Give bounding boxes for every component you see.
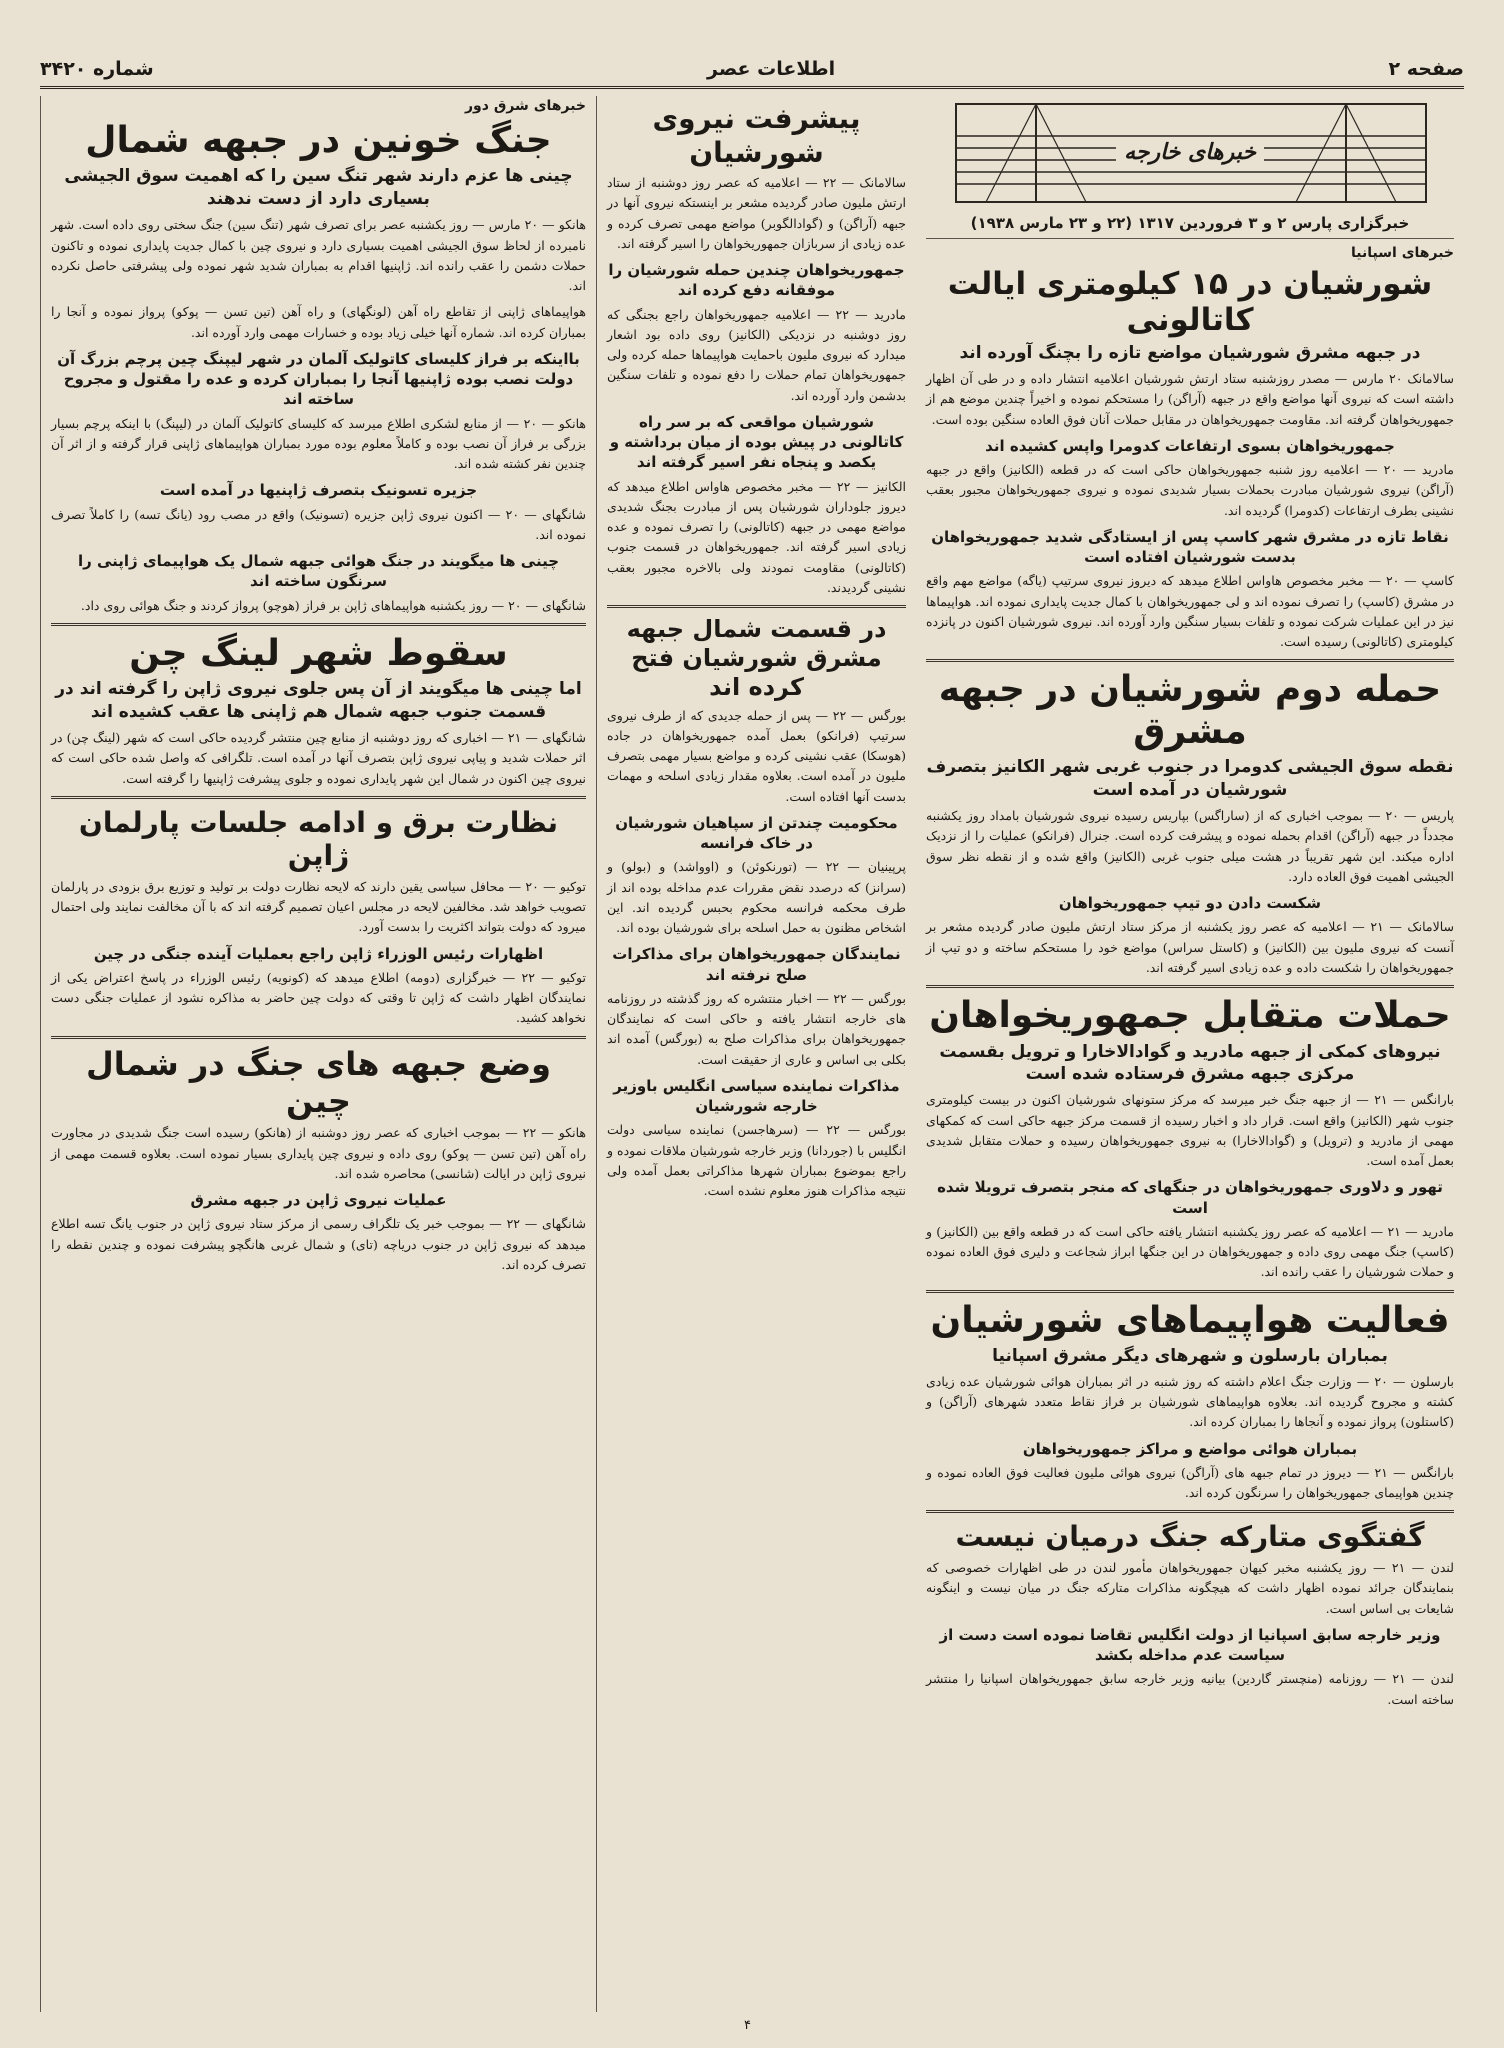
article-body-catalonia: سالامانک ۲۰ مارس — مصدر روزشنبه ستاد ارتش شورشیان اعلامیه انتشار داده و در طی آن اظهار داشته است که نیروی آنها مواضع واقع در جبهه (آراگن) را مستحکم نموده و اخیراً چندین موضع هم از جمهوریخواهان گرفته اند. مقاومت جمهوریخواهان در مقابل حملات آنان فوق العاده سنگین بوده است. [926, 371, 1454, 427]
article-body-convictions-france: پرپینیان — ۲۲ — (تورنکوئن) و (اوواشد) و (بولو) و (سرانز) که درصدد نقض مقررات عدم مداخله بوده اند از طرف محکمه فرانسه محکوم بحبس گردیده اند. این اشخاص مظنون به حمل اسلحه برای شورشیان بوده اند. [607, 859, 906, 936]
article-body-east-front-ops: شانگهای — ۲۲ — بموجب خبر یک تلگراف رسمی از مرکز ستاد نیروی ژاپن در جنوب یانگ تسه اطلاع میدهد که نیروی ژاپن در جنوب دریاچه (تای) و شمال غربی هانگچو پیشرفت نموده و چندین نقطه را تصرف کرده اند. [51, 1216, 586, 1272]
article-body-fall-of-city: شانگهای — ۲۱ — اخباری که روز دوشنبه از منابع چین منتشر گردیده حاکی است که شهر (لینگ چن) در اثر حملات شدید و پیاپی نیروی ژاپن بتصرف آنها در آمده است. تلگرافی که واصل شده حاکی است که نیروی چین اکنون در شمال این شهر پایداری نموده و جلوی پیشرفت ژاپنیها را گرفته است. [51, 730, 586, 786]
headline-east-front-ops: عملیات نیروی ژاپن در جبهه مشرق [190, 1191, 447, 1210]
headline-tsunik-island: جزیره تسونیک بتصرف ژاپنیها در آمده است [159, 481, 478, 500]
article-body-bombing-positions: بارانگس — ۲۱ — دیروز در تمام جبهه های (آراگن) نیروی هوائی ملیون فعالیت فوق العاده نموده و چندین هواپیمای جمهوریخواهان را سرنگون کرده اند. [926, 1464, 1455, 1501]
subhead-bloody-battle: چینی ها عزم دارند شهر تنگ سین را که اهمیت سوق الجیشی بسیاری دارد از دست ندهند [64, 166, 573, 210]
headline-catalonia: شورشیان در ۱۵ کیلومتری ایالت کاتالونی [947, 266, 1433, 338]
headline-british-envoy: مذاکرات نماینده سیاسی انگلیس باوزیر خارجه شورشیان [613, 1076, 900, 1116]
divider [607, 605, 906, 608]
article-body-codomera: مادرید — ۲۰ — اعلامیه روز شنبه جمهوریخواهان حاکی است که در قطعه (الکانیز) واقع در جبهه (آراگن) نیروی شورشیان مبادرت بحملات بسیار شدیدی نموده و نیروی جمهوریخواهان مجبور بعقب نشینی بطرف ارتفاعات (کدومرا) گردیده اند. [926, 462, 1454, 518]
headline-air-activity: فعالیت هواپیماهای شورشیان [930, 1299, 1450, 1341]
article-body-obstacles-removed: الکانیز — ۲۲ — مخبر مخصوص هاواس اطلاع میدهد که دیروز جلوداران شورشیان پس از مبادرت بجنگ شدیدی مواضع مهمی در جبهه (کاتالونی) را تصرف نموده و عده زیادی اسیر گرفته اند. جمهوریخواهان در قسمت جنوب (کاتالونی) مقاومت نمودند ولی بالاخره مجبور بعقب نشینی گردیدند. [607, 478, 906, 595]
headline-north-front: در قسمت شمال جبهه مشرق شورشیان فتح کرده اند [626, 615, 887, 701]
divider [51, 1036, 586, 1039]
article-body-bloody-battle-2: هواپیماهای ژاپنی از تقاطع راه آهن (لونگهای) و راه آهن (تین تسن — پوکو) پرواز نموده و آنجا را بمباران کرده اند. شماره آنها خیلی زیاد بوده و خسارات مهمی وارد آورده اند. [51, 304, 586, 340]
subhead-counterattacks: نیروهای کمکی از جبهه مادرید و گوادالاخارا و ترویل بقسمت مرکزی جبهه مشرق فرستاده شده است [939, 1041, 1441, 1085]
article-body-counterattacks: بارانگس — ۲۱ — از جبهه جنگ خبر میرسد که مرکز ستونهای شورشیان اکنون در بیست کیلومتری جنوب شهر (الکانیز) واقع است. قرار داد و اخبار رسیده از قسمت مرکز جبهه حاکی است که کمکهای مهمی از مادرید و (ترویل) و (گوادالاخارا) به نیروی جمهوریخواهان رسیده و حملات متقابل شدیدی بعمل آمده است. [926, 1092, 1454, 1169]
page-footer-mark: ۴ [744, 2018, 751, 2033]
headline-prime-minister: اظهارات رئیس الوزراء ژاپن راجع بعملیات آینده جنگی در چین [93, 944, 544, 963]
subhead-second-attack: نقطه سوق الجیشی کدومرا در جنوب غربی شهر الکانیز بتصرف شورشیان در آمده است [926, 757, 1454, 801]
headline-convictions-france: محکومیت چندتن از سپاهیان شورشیان در خاک فرانسه [615, 813, 898, 853]
headline-air-battle-north: چینی ها میگویند در جنگ هوائی جبهه شمال یک هواپیمای ژاپنی را سرنگون ساخته اند [77, 552, 560, 591]
foreign-news-logo [926, 96, 1454, 208]
subhead-fall-of-city: اما چینی ها میگویند از آن پس جلوی نیروی ژاپن را گرفته اند در قسمت جنوب جبهه شمال هم ژاپنی ها عقب کشیده اند [55, 679, 582, 723]
headline-former-minister: وزیر خارجه سابق اسپانیا از دولت انگلیس تقاضا نموده است دست از سیاست عدم مداخله بکشد [939, 1625, 1441, 1665]
headline-obstacles-removed: شورشیان مواقعی که بر سر راه کاتالونی در پیش بوده از میان برداشته و یکصد و پنجاه نفر اسیر گرفته اند [609, 412, 904, 472]
headline-north-china-fronts: وضع جبهه های جنگ در شمال چین [86, 1044, 551, 1120]
news-dateline: خبرگزاری پارس ۲ و ۳ فروردین ۱۳۱۷ (۲۲ و ۲۳ مارس ۱۹۳۸) [926, 214, 1454, 239]
section-label-spain: خبرهای اسپانیا [1351, 245, 1454, 261]
article-body-prime-minister: توکیو — ۲۲ — خبرگزاری (دومه) اطلاع میدهد که (کونویه) رئیس الوزراء در پاسخ اعتراض یکی از نمایندگان اظهار داشت که ژاپن تا وقتی که دولت چین حاضر به مذاکره نشود از عملیات جنگی دست نخواهد کشید. [51, 969, 586, 1026]
masthead [40, 52, 1464, 89]
headline-no-armistice: گفتگوی متارکه جنگ درمیان نیست [955, 1520, 1425, 1554]
headline-republicans-repel: جمهوریخواهان چندین حمله شورشیان را موفقانه دفع کرده اند [608, 261, 905, 300]
paper-name: اطلاعات عصر [707, 58, 836, 80]
article-body-air-activity: بارسلون — ۲۰ — وزارت جنگ اعلام داشته که روز شنبه در اثر بمباران هوائی شورشیان عده زیادی کشته و مجروح گردیده اند. بعلاوه هواپیماهای شورشیان بر فراز نقاط متعدد شهرهای (آراگن) و (کاستلون) پرواز نموده و آنجاها را بمباران کرده اند. [926, 1373, 1454, 1430]
divider [51, 796, 586, 799]
headline-bloody-battle: جنگ خونین در جبهه شمال [85, 120, 552, 161]
article-body-republicans-repel: مادرید — ۲۲ — اعلامیه جمهوریخواهان راجع بجنگی که روز دوشنبه در نزدیکی (الکانیز) روی داده بود اشعار میدارد که نیروی ملیون باحمایت هواپیماها حمله کرده ولی جمهوریخواهان تمام حملات را دفع نموده و تلفات سنگین بدشمن وارد آورده اند. [607, 306, 906, 403]
headline-two-brigades: شکست دادن دو تیپ جمهوریخواهان [1058, 894, 1322, 913]
headline-codomera: جمهوریخواهان بسوی ارتفاعات کدومرا واپس کشیده اند [985, 436, 1395, 455]
page-number: صفحه ۲ [1388, 58, 1464, 80]
logo-title: خبرهای خارجه [1116, 140, 1264, 165]
headline-no-peace-talks: نمایندگان جمهوریخواهان برای مذاکرات صلح نرفته اند [612, 945, 901, 984]
divider [926, 1510, 1454, 1513]
article-body-second-attack: پاریس — ۲۰ — بموجب اخباری که از (ساراگس) بپاریس رسیده نیروی شورشیان بامداد روز یکشنبه مجدداً در جبهه (آراگن) اقدام بحمله نموده و پیشرفت کرده است. جنرال (فرانکو) عملیات را از نزدیک اداره میکند. این شهر تقریباً در هشت میلی جنوب غربی (الکانیز) واقع شده و از نقطه نظر سوق الجیشی اهمیت فوق العاده دارد. [926, 808, 1455, 884]
column-middle [596, 96, 916, 2012]
article-body-british-envoy: بورگس — ۲۲ — (سرهاجسن) نماینده سیاسی دولت انگلیس با (جوردانا) وزیر خارجه شورشیان ملاقات نموده و راجع بموضوع بمباران شهرها مذاکراتی بعمل آمده ولی نتیجه مذاکرات هنوز معلوم نشده است. [607, 1122, 906, 1199]
article-body-no-armistice: لندن — ۲۱ — روز یکشنبه مخبر کیهان جمهوریخواهان مأمور لندن در طی اظهارات خصوصی که بنمایندگان جرائد نموده اظهار داشت که هیچگونه مذاکرات متارکه جنگ در میان نیست و اینگونه شایعات بی اساس است. [926, 1560, 1454, 1616]
column-far-east [40, 96, 596, 2012]
headline-second-attack: حمله دوم شورشیان در جبهه مشرق [938, 669, 1442, 752]
article-body-former-minister: لندن — ۲۱ — روزنامه (منچستر گاردین) بیانیه وزیر خارجه سابق جمهوریخواهان اسپانیا را منتشر ساخته است. [926, 1671, 1454, 1707]
issue-number: شماره ۳۴۲۰ [40, 58, 154, 80]
headline-japan-parliament: نظارت برق و ادامه جلسات پارلمان ژاپن [78, 805, 559, 873]
headline-catholic-church: بااینکه بر فراز کلیسای کاتولیک آلمان در شهر لیپنگ چین پرچم بزرگ آن دولت نصب بوده ژاپنیها آنجا را بمباران کرده و عده را مقتول و مجروح ساخته اند [57, 349, 580, 409]
divider [926, 659, 1454, 662]
headline-caspe: نقاط تازه در مشرق شهر کاسپ پس از ایستادگی شدید جمهوریخواهان بدست شورشیان افتاده است [931, 527, 1449, 567]
divider [926, 985, 1454, 988]
article-body-caspe: کاسپ — ۲۰ — مخبر مخصوص هاواس اطلاع میدهد که دیروز نیروی سرتیپ (یاگه) مواضع مهم واقع در مشرق (کاسپ) را تصرف نموده اند و لی جمهوریخواهان با کمال جدیت پایداری نموده اند. هواپیماها نیز در این عملیات شرکت نموده و تلفات بسیار سنگین وارد آورده اند. نیروی شورشیان اکنون در پانزده کیلومتری (کاتالونی) رسیده است. [926, 573, 1454, 650]
article-body-bravery: مادرید — ۲۱ — اعلامیه که عصر روز یکشنبه انتشار یافته حاکی است که در قطعه واقع بین (الکانیز) و (کاسپ) جنگ مهمی روی داده و جمهوریخواهان در این جنگها ابراز شجاعت و دلیری فوق العاده نموده و حملات شورشیان را عقب رانده اند. [926, 1223, 1454, 1280]
subhead-air-activity: بمباران بارسلون و شهرهای دیگر مشرق اسپانیا [992, 1346, 1388, 1367]
article-body-two-brigades: سالامانک — ۲۱ — اعلامیه که عصر روز یکشنبه از مرکز ستاد ارتش ملیون صادر گردیده مشعر بر آنست که نیروی ملیون بین (الکانیز) و (کاستل سراس) مواضع خود را مستحکم ساخته و دو تیپ از جمهوریخواهان را شکست داده و عده زیادی اسیر گرفته اند. [926, 919, 1455, 975]
headline-fall-of-city: سقوط شهر لینگ چن [129, 632, 508, 674]
article-body-air-battle-north: شانگهای — ۲۰ — روز یکشنبه هواپیماهای ژاپن بر فراز (هوچو) پرواز کردند و جنگ هوائی روی داد. [80, 597, 586, 613]
divider [926, 1290, 1454, 1293]
headline-rebel-progress: پیشرفت نیروی شورشیان [652, 102, 861, 169]
section-label-far-east: خبرهای شرق دور [465, 98, 586, 114]
divider [51, 623, 586, 626]
column-foreign-news [916, 96, 1464, 2012]
article-body-japan-parliament: توکیو — ۲۰ — محافل سیاسی یقین دارند که لایحه نظارت دولت بر تولید و توزیع برق بزودی در پارلمان تصویب خواهد شد. مخالفین لایحه در مجلس اعیان تصمیم گرفته اند که با آن مخالفت نمایند ولی احتمال میرود که دولت بتواند اکثریت را بدست آورد. [51, 878, 586, 935]
headline-bravery: تهور و دلاوری جمهوریخواهان در جنگهای که منجر بتصرف ترویلا شده است [937, 1178, 1443, 1217]
article-body-north-china-fronts: هانکو — ۲۲ — بموجب اخباری که عصر روز دوشنبه از (هانکو) رسیده است جنگ شدیدی در مجاورت راه آهن (تین تسن — پوکو) روی داده و نیروی چین پایداری بسیار نموده است. بعلاوه قسمت مهمی از نیروی ژاپن در ایالت (شانسی) محاصره شده اند. [51, 1125, 586, 1181]
headline-counterattacks: حملات متقابل جمهوریخواهان [929, 995, 1451, 1037]
article-body-catholic-church: هانکو — ۲۰ — از منابع لشکری اطلاع میرسد که کلیسای کاتولیک آلمان در (لیپنگ) با اینکه پرچم بسیار بزرگی بر فراز آن نصب بوده و کاملاً معلوم بوده مورد بمباران هواپیماهای ژاپنی قرار گرفته و از اثر آن چندین نفر کشته شده اند. [51, 415, 587, 472]
article-body-tsunik-island: شانگهای — ۲۰ — اکنون نیروی ژاپن جزیره (تسونیک) واقع در مصب رود (یانگ تسه) را کاملاً تصرف نموده اند. [51, 506, 587, 542]
article-body-rebel-progress: سالامانک — ۲۲ — اعلامیه که عصر روز دوشنبه از ستاد ارتش ملیون صادر گردیده مشعر بر اینستکه نیروی آنها در جبهه (آراگن) و (گوادالگوبر) مواضع مهمی تصرف کرده و عده زیادی از سربازان جمهوریخواهان را اسیر گرفته اند. [607, 175, 906, 251]
subhead-catalonia: در جبهه مشرق شورشیان مواضع تازه را بچنگ آورده اند [959, 343, 1421, 364]
article-body-bloody-battle: هانکو — ۲۰ مارس — روز یکشنبه عصر برای تصرف شهر (تنگ سین) جنگ سختی روی داده است. شهر نامبرده از لحاظ سوق الجیشی اهمیت بسیاری دارد و نیروی چین با کمال جدیت پایداری نموده و تاکنون حملات دشمن را عقب رانده اند. ژاپنیها اقدام به بمباران شدید شهر نموده ولی پیشرفتی حاصل نکرده اند. [51, 217, 587, 294]
article-body-north-front: بورگس — ۲۲ — پس از حمله جدیدی که از طرف نیروی سرتیپ (فرانکو) بعمل آمده جمهوریخواهان در جاده (هوسکا) عقب نشینی کرده و مواضع بسیار مهمی بتصرف ملیون در آمده است. بعلاوه مقدار زیادی اسلحه و مهمات بدست آنها افتاده است. [607, 707, 906, 804]
headline-bombing-positions: بمباران هوائی مواضع و مراکز جمهوریخواهان [1022, 1439, 1358, 1458]
article-body-no-peace-talks: بورگس — ۲۲ — اخبار منتشره که روز گذشته در روزنامه های خارجه انتشار یافته و حاکی است که نمایندگان جمهوریخواهان برای مذاکرات صلح به (بورگس) آمده اند بکلی بی اساس و عاری از حقیقت است. [607, 990, 906, 1067]
